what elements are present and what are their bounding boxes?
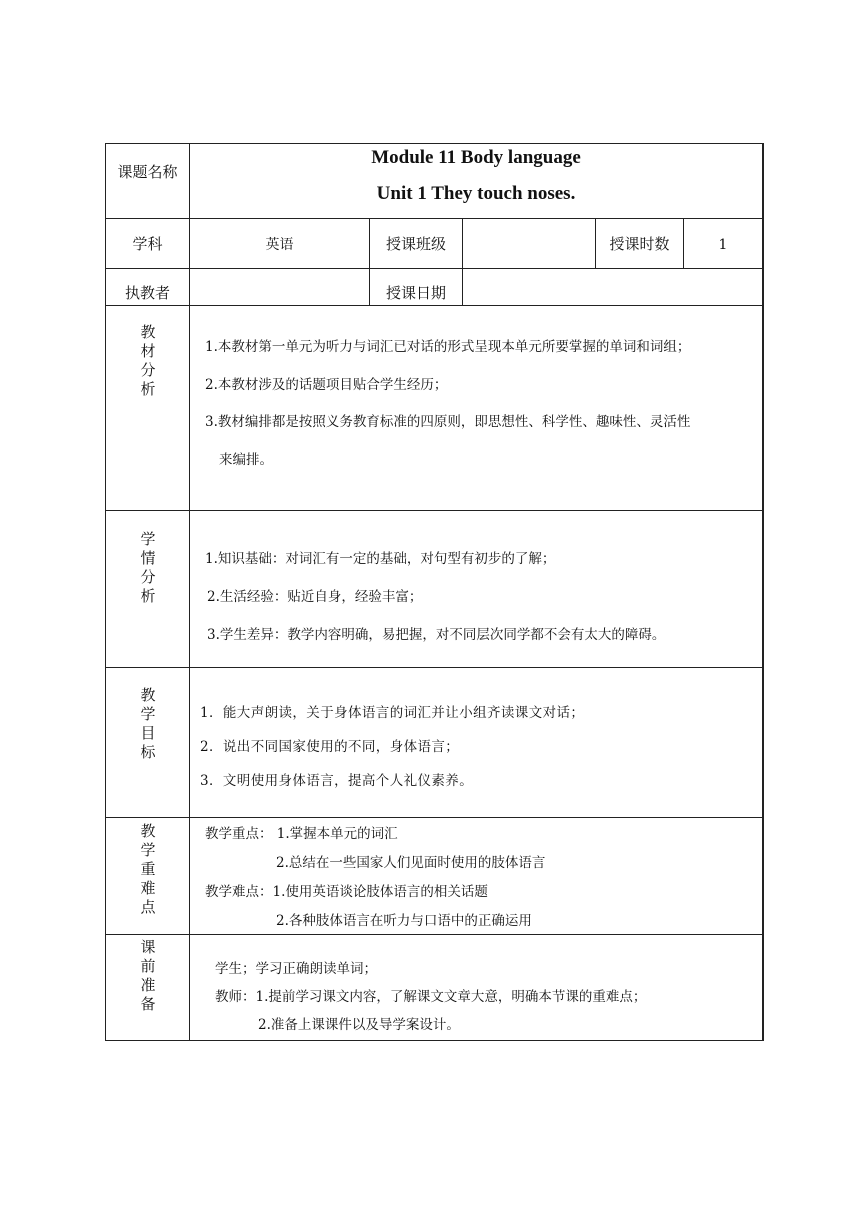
student-line: 1.知识基础：对词汇有一定的基础，对句型有初步的了解； [205,551,556,567]
keypoint-line: 教学重点： 1.掌握本单元的词汇 [205,826,398,842]
material-line: 2.本教材涉及的话题项目贴合学生经历； [205,377,448,393]
hours-value: 1 [718,237,728,253]
material-line: 1.本教材第一单元为听力与词汇已对话的形式呈现本单元所要掌握的单词和词组； [205,339,691,355]
prep-line: 2.准备上课课件以及导学案设计。 [258,1017,460,1033]
material-analysis-label: 教 材 分 析 [140,323,156,398]
row-divider [105,817,763,818]
row-divider [105,218,763,219]
row-divider [105,934,763,935]
row-divider [105,667,763,668]
student-line: 2.生活经验：贴近自身，经验丰富； [207,589,423,605]
row-divider [105,305,763,306]
class-label: 授课班级 [385,235,446,253]
date-label: 授课日期 [385,284,446,302]
subject-label: 学科 [132,235,163,253]
material-line: 来编排。 [219,452,273,468]
subject-value: 英语 [265,237,294,253]
module-title: Module 11 Body language [371,147,581,168]
material-line: 3.教材编排都是按照义务教育标准的四原则，即思想性、科学性、趣味性、灵活性 [205,414,691,430]
hours-label: 授课时数 [609,235,670,253]
prep-line: 教师：1.提前学习课文内容，了解课文文章大意，明确本节课的重难点； [215,989,647,1005]
goal-line: 1．能大声朗读，关于身体语言的词汇并让小组齐读课文对话； [200,705,585,721]
table-border-top [105,143,763,144]
student-analysis-label: 学 情 分 析 [140,530,156,605]
key-points-label: 教 学 重 难 点 [140,822,156,916]
table-border-right [762,143,764,1041]
preparation-label: 课 前 准 备 [140,938,156,1013]
teacher-label: 执教者 [124,284,170,302]
keypoint-line: 2.各种肢体语言在听力与口语中的正确运用 [276,913,532,929]
row-divider [105,510,763,511]
student-line: 3.学生差异：教学内容明确，易把握，对不同层次同学都不会有太大的障碍。 [207,627,666,643]
goal-line: 3．文明使用身体语言，提高个人礼仪素养。 [200,773,474,789]
row-divider [105,268,763,269]
teaching-goals-label: 教 学 目 标 [140,686,156,761]
goal-line: 2．说出不同国家使用的不同，身体语言； [200,739,460,755]
prep-line: 学生；学习正确朗读单词； [215,961,377,977]
info-col-divider [462,218,463,305]
course-title-label: 课题名称 [117,163,178,181]
unit-title: Unit 1 They touch noses. [376,183,576,204]
keypoint-line: 教学难点：1.使用英语谈论肢体语言的相关话题 [205,884,488,900]
table-border-bottom [105,1040,763,1041]
keypoint-line: 2.总结在一些国家人们见面时使用的肢体语言 [276,855,546,871]
